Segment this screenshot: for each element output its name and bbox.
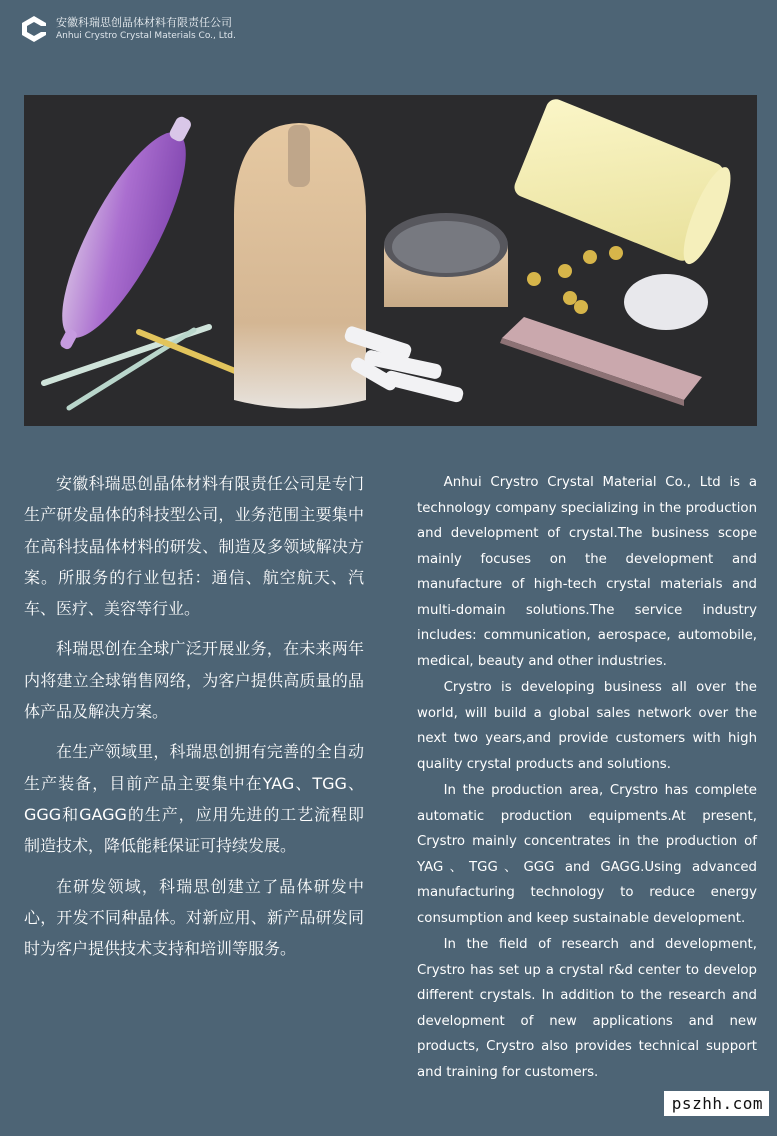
watermark: pszhh.com (664, 1091, 769, 1116)
chinese-body-text (24, 468, 364, 973)
company-name-cn: 安徽科瑞思创晶体材料有限责任公司 (56, 16, 232, 29)
en-paragraph: In the field of research and development, Crystro has set up a crystal r&d center to develop different crystals. In addition to the research and development of new applications and new products, Crystro also provides technical support and training for customers. (417, 937, 757, 1080)
en-paragraph: In the production area, Crystro has complete automatic production equipments.At present, Crystro mainly concentrates in the production of YAG、TGG、GGG and GAGG.Using advanced manufacturing technology to reduce energy consumption and keep sustainable development. (417, 783, 757, 926)
english-body-text (417, 470, 757, 1085)
cn-paragraph: 在生产领域里，科瑞思创拥有完善的全自动生产装备，目前产品主要集中在YAG、TGG、GGG和GAGG的生产，应用先进的工艺流程即制造技术，降低能耗保证可持续发展。 (24, 742, 364, 856)
en-paragraph: Anhui Crystro Crystal Material Co., Ltd is a technology company specializing in the production and development of crystal.The business scope mainly focuses on the development and manufacture of high-tech crystal materials and multi-domain solutions.The service industry includes: communication, aerospace, automobile, medical, beauty and other industries. (417, 475, 757, 669)
crystal-products-illustration (24, 95, 757, 426)
cn-paragraph: 科瑞思创在全球广泛开展业务，在未来两年内将建立全球销售网络，为客户提供高质量的晶体产品及解决方案。 (24, 639, 364, 722)
crystal-products-photo (24, 95, 757, 426)
cn-paragraph: 在研发领域，科瑞思创建立了晶体研发中心，开发不同种晶体。对新应用、新产品研发同时为客户提供技术支持和培训等服务。 (24, 876, 364, 959)
company-logo-icon (20, 15, 48, 43)
company-name-en: Anhui Crystro Crystal Materials Co., Ltd. (56, 31, 236, 41)
header (20, 12, 236, 46)
company-name (56, 16, 236, 42)
cn-paragraph: 安徽科瑞思创晶体材料有限责任公司是专门生产研发晶体的科技型公司，业务范围主要集中在高科技晶体材料的研发、制造及多领域解决方案。所服务的行业包括：通信、航空航天、汽车、医疗、美容等行业。 (24, 474, 364, 619)
en-paragraph: Crystro is developing business all over the world, will build a global sales network over the next two years,and provide customers with high quality crystal products and solutions. (417, 680, 757, 772)
